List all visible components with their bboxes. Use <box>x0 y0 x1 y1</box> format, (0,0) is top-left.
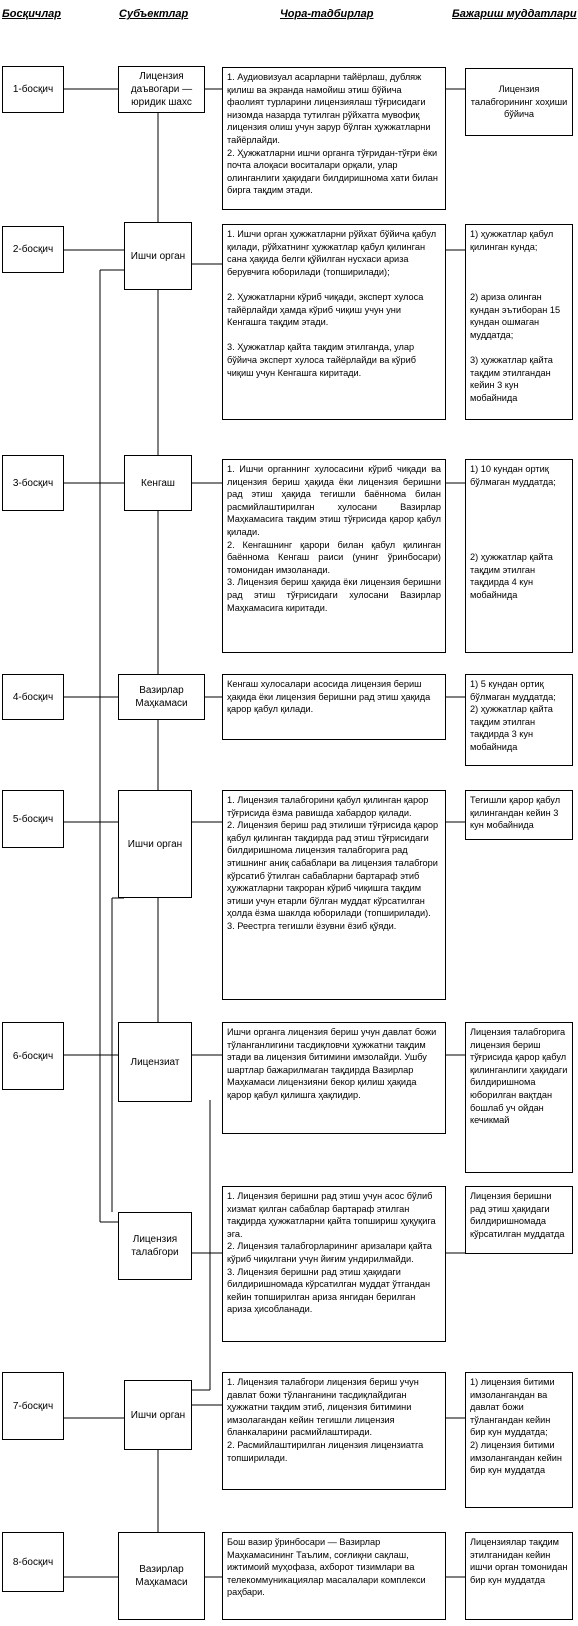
subject-7 <box>124 1380 192 1450</box>
stage-3-label: 3-босқич <box>12 477 54 489</box>
subject-2 <box>124 222 192 290</box>
subject-3 <box>124 455 192 511</box>
subject-4-label: Вазирлар Маҳкамаси <box>135 685 188 709</box>
header-stages: Босқичлар <box>2 8 62 20</box>
subject-5 <box>118 790 192 898</box>
measures-7: 1. Лицензия талабгори лицензия бериш учун давлат божи тўланганини тасдиқлайдиган ҳужжатни тақдим этиб, лицензия битимини имзолагандан кейин тегишли лицензия бланкаларини расмийлаштиради. 2. Расмийлаштирилган лицензия лицензиатга топширилади. <box>222 1372 446 1490</box>
deadline-7: 1) лицензия битими имзолангандан ва давлат божи тўлангандан кейин бир кун муддатда; 2) лицензия битими имзолангандан кейин бир кун муддатда <box>465 1372 573 1508</box>
measures-8: Бош вазир ўринбосари — Вазирлар Маҳкамасининг Таълим, соғлиқни сақлаш, ижтимоий муҳофаза, ахборот тизимлари ва телекоммуникациялар масалалари комплекси раҳбари. <box>222 1532 446 1620</box>
measures-6: Ишчи органга лицензия бериш учун давлат божи тўланганлигини тасдиқловчи ҳужжатни тақдим этади ва лицензия битимини имзолайди. Ушбу шартлар бажарилмаган тақдирда Вазирлар Маҳкамаси лицензияни бекор қилиш ҳақида қарор қабул қилишга ҳақлидир. <box>222 1022 446 1134</box>
deadline-2: 1) ҳужжатлар қабул қилинган кунда; 2) ариза олинган кундан эътиборан 15 кундан ошмаган муддатда; 3) ҳужжатлар қайта тақдим этилгандан кейин 3 кун мобайнида <box>465 224 573 420</box>
stage-4 <box>2 674 64 720</box>
measures-1: 1. Аудиовизуал асарларни тайёрлаш, дубляж қилиш ва экранда намойиш этиш бўйича фаолият турларини лицензиялаш тўғрисидаги низомда назарда тутилган рўйхатга мувофиқ лицензия олиш учун зарур бўлган ҳужжатларни тайёрлайди. 2. Ҳужжатларни ишчи органга тўғридан-тўғри ёки почта алоқаси воситалари орқали, улар олинганлиги ҳақидаги билдиришнома хати билан бирга тақдим этади. <box>222 67 446 210</box>
stage-5 <box>2 790 64 848</box>
subject-8 <box>118 1532 205 1620</box>
measures-4: Кенгаш хулосалари асосида лицензия бериш ҳақида ёки лицензия беришни рад этиш ҳақида қарор қабул қилади. <box>222 674 446 740</box>
stage-5-label: 5-босқич <box>12 813 54 825</box>
subject-6-label: Лицензиат <box>130 1056 180 1068</box>
subject-7-label: Ишчи орган <box>130 1409 186 1421</box>
measures-2: 1. Ишчи орган ҳужжатларни рўйхат бўйича қабул қилади, рўйхатнинг ҳужжатлар қабул қилинган сана ҳақида белги қўйилган нусхаси ариза берувчига юборилади (топширилади); 2. Ҳужжатларни кўриб чиқади, эксперт хулоса тайёрлайди ҳамда кўриб чиқиш учун уни Кенгашга тақдим этади. 3. Ҳужжатлар қайта тақдим этилганда, улар бўйича эксперт хулоса тайёрлайди ва кўриб чиқиш учун Кенгашга киритади. <box>222 224 446 420</box>
subject-6b <box>118 1212 192 1280</box>
stage-7 <box>2 1372 64 1440</box>
subject-2-label: Ишчи орган <box>130 250 186 262</box>
stage-6 <box>2 1022 64 1090</box>
header-deadlines: Бажариш муддатлари <box>452 8 577 20</box>
subject-1-label: Лицензия даъвогари — юридик шахс <box>130 71 193 108</box>
stage-6-label: 6-босқич <box>12 1050 54 1062</box>
stage-7-label: 7-босқич <box>12 1400 54 1412</box>
stage-1-label: 1-босқич <box>12 84 54 95</box>
stage-2-label: 2-босқич <box>12 244 54 255</box>
stage-8 <box>2 1532 64 1592</box>
deadline-3: 1) 10 кундан ортиқ бўлмаган муддатда; 2) ҳужжатлар қайта тақдим этилган тақдирда 4 кун мобайнида <box>465 459 573 653</box>
subject-8-label: Вазирлар Маҳкамаси <box>135 1564 188 1588</box>
header-measures: Чора-тадбирлар <box>280 8 374 20</box>
deadline-5: Тегишли қарор қабул қилингандан кейин 3 кун мобайнида <box>465 790 573 840</box>
measures-3: 1. Ишчи органнинг хулосасини кўриб чиқади ва лицензия бериш ҳақида ёки лицензия беришни рад этиш ҳақида тегишли баённома билан расмийлаштирилган хулосани Вазирлар Маҳкамасига тақдим этиш тўғрисида қарор қабул қилади. 2. Кенгашнинг қарори билан қабул қилинган баённома Кенгаш раиси (унинг ўринбосари) томонидан имзоланади. 3. Лицензия бериш ҳақида ёки лицензия беришни рад этиш тўғрисидаги хулосани Вазирлар Маҳкамасига киритади. <box>222 459 446 653</box>
deadline-1: Лицензия талабгорининг хоҳиши бўйича <box>465 68 573 136</box>
subject-6b-label: Лицензия талабгори <box>131 1234 179 1258</box>
subject-5-label: Ишчи орган <box>127 838 183 850</box>
stage-3 <box>2 455 64 511</box>
measures-6b: 1. Лицензия беришни рад этиш учун асос бўлиб хизмат қилган сабаблар бартараф этилган тақдирда ҳужжатларни қайта топшириш ҳуқуқига эга. 2. Лицензия талабгорларининг аризалари қайта кўриб чиқилгани учун йиғим ундирилмайди. 3. Лицензия беришни рад этиш ҳақидаги билдиришномада кўрсатилган муддат ўтгандан кейин топширилган ариза янгидан берилган ариза ҳисобланади. <box>222 1186 446 1342</box>
deadline-4: 1) 5 кундан ортиқ бўлмаган муддатда; 2) ҳужжатлар қайта тақдим этилган тақдирда 3 кун мобайнида <box>465 674 573 766</box>
subject-4 <box>118 674 205 720</box>
stage-1 <box>2 66 64 113</box>
deadline-6: Лицензия талабгорига лицензия бериш тўғрисида қарор қабул қилинганлиги ҳақидаги билдиришнома юборилган вақтдан бошлаб уч ойдан кечикмай <box>465 1022 573 1173</box>
measures-5: 1. Лицензия талабгорини қабул қилинган қарор тўғрисида ёзма равишда хабардор қилади. 2. Лицензия бериш рад этилиши тўғрисида қарор қабул қилинган тақдирда рад этиш тўғрисидаги билдиришнома лицензия талабгорига рад этишнинг аниқ сабаблари ва лицензия талабгори кўрсатиб ўтилган сабабларни бартараф этиб ҳужжатларни такроран кўриб чиқишга тақдим этиши учун етарли бўлган муддат кўрсатилган ҳолда ёзма шаклда юборилади (топширилади). 3. Реестрга тегишли ёзувни ёзиб қўяди. <box>222 790 446 1000</box>
header-subjects: Субъектлар <box>119 8 189 20</box>
stage-4-label: 4-босқич <box>12 691 54 703</box>
deadline-8: Лицензиялар тақдим этилганидан кейин ишчи орган томонидан бир кун муддатда <box>465 1532 573 1620</box>
subject-3-label: Кенгаш <box>141 477 175 489</box>
subject-6 <box>118 1022 192 1102</box>
subject-1 <box>118 66 205 113</box>
stage-8-label: 8-босқич <box>12 1556 54 1568</box>
stage-2 <box>2 226 64 273</box>
deadline-6b: Лицензия беришни рад этиш ҳақидаги билдиришномада кўрсатилган муддатда <box>465 1186 573 1254</box>
